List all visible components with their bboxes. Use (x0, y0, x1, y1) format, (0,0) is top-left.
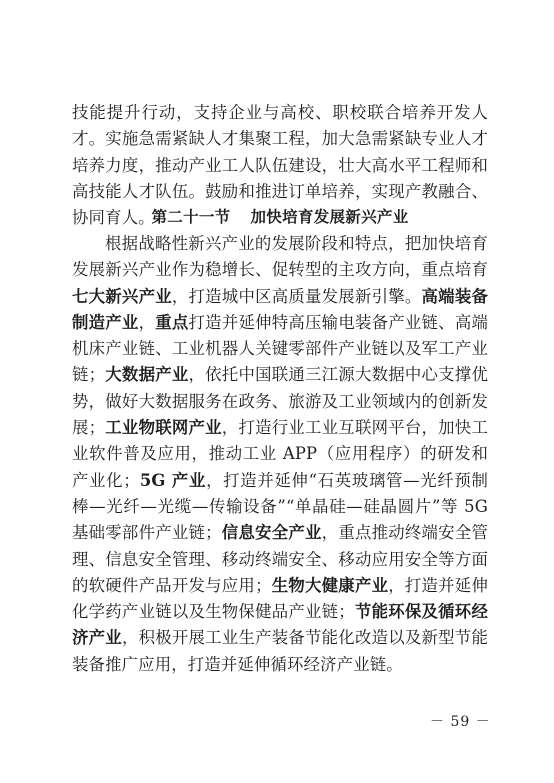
page-number: － 59 － (430, 714, 491, 730)
bold-term: 生物大健康产业 (271, 575, 389, 595)
bold-term: 信息安全产业 (221, 523, 322, 543)
bold-term: 工业物联网产业 (105, 418, 222, 438)
text-run: ，打造行业工业互联网平台，加快工业软件普及应用，推动工业 APP（应用程序）的研发和产业化； (72, 418, 488, 490)
paragraph-talent-development: 技能提升行动，支持企业与高校、职校联合培养开发人才。实施急需紧缺人才集聚工程，加大急需紧缺专业人才培养力度，推动产业工人队伍建设，壮大高水平工程师和高技能人才队伍。鼓励和推进订单培养，实现产教融合、协同育人。 (72, 103, 488, 228)
bold-term: 七大新兴产业 (72, 286, 172, 306)
text-run: 打造并延伸特高压输电装备产业链、高端机床产业链、工业机器人关键零部件产业链以及军工产业链； (72, 312, 488, 385)
bold-term: 5G 产业 (139, 470, 207, 490)
section-number: 第二十一节 (151, 207, 231, 226)
text-run: ，重点推动终端安全管理、信息安全管理、移动终端安全、移动应用安全等方面的软硬件产品开发与应用； (72, 523, 489, 595)
bold-term: 大数据产业 (105, 365, 189, 385)
text-run: 根据战略性新兴产业的发展阶段和特点，把加快培育发展新兴产业作为稳增长、促转型的主攻方向，重点培育 (72, 234, 488, 280)
text-run: ，依托中国联通三江源大数据中心支撑优势，做好大数据服务在政务、旅游及工业领域内的创新发展； (72, 365, 488, 438)
text-run: ， (138, 312, 156, 332)
text-run: ，打造城中区高质量发展新引擎。 (171, 286, 422, 306)
section-heading (72, 205, 488, 229)
bold-term: 节能环保及循环经济产业 (72, 602, 488, 648)
text-run: ，打造并延伸“石英玻璃管—光纤预制棒—光纤—光缆—传输设备”“单晶硅—硅晶圆片”等 5G 基础零部件产业链； (72, 470, 488, 543)
text-run: ，打造并延伸化学药产业链以及生物保健品产业链； (72, 575, 488, 622)
section-title: 加快培育发展新兴产业 (250, 207, 409, 226)
bold-term: 重点 (155, 312, 189, 332)
text-run: ，积极开展工业生产装备节能化改造以及新型节能装备推广应用，打造并延伸循环经济产业链。 (72, 628, 488, 674)
paragraph-emerging-industries (72, 231, 488, 678)
bold-term: 高端装备制造产业 (72, 286, 489, 332)
